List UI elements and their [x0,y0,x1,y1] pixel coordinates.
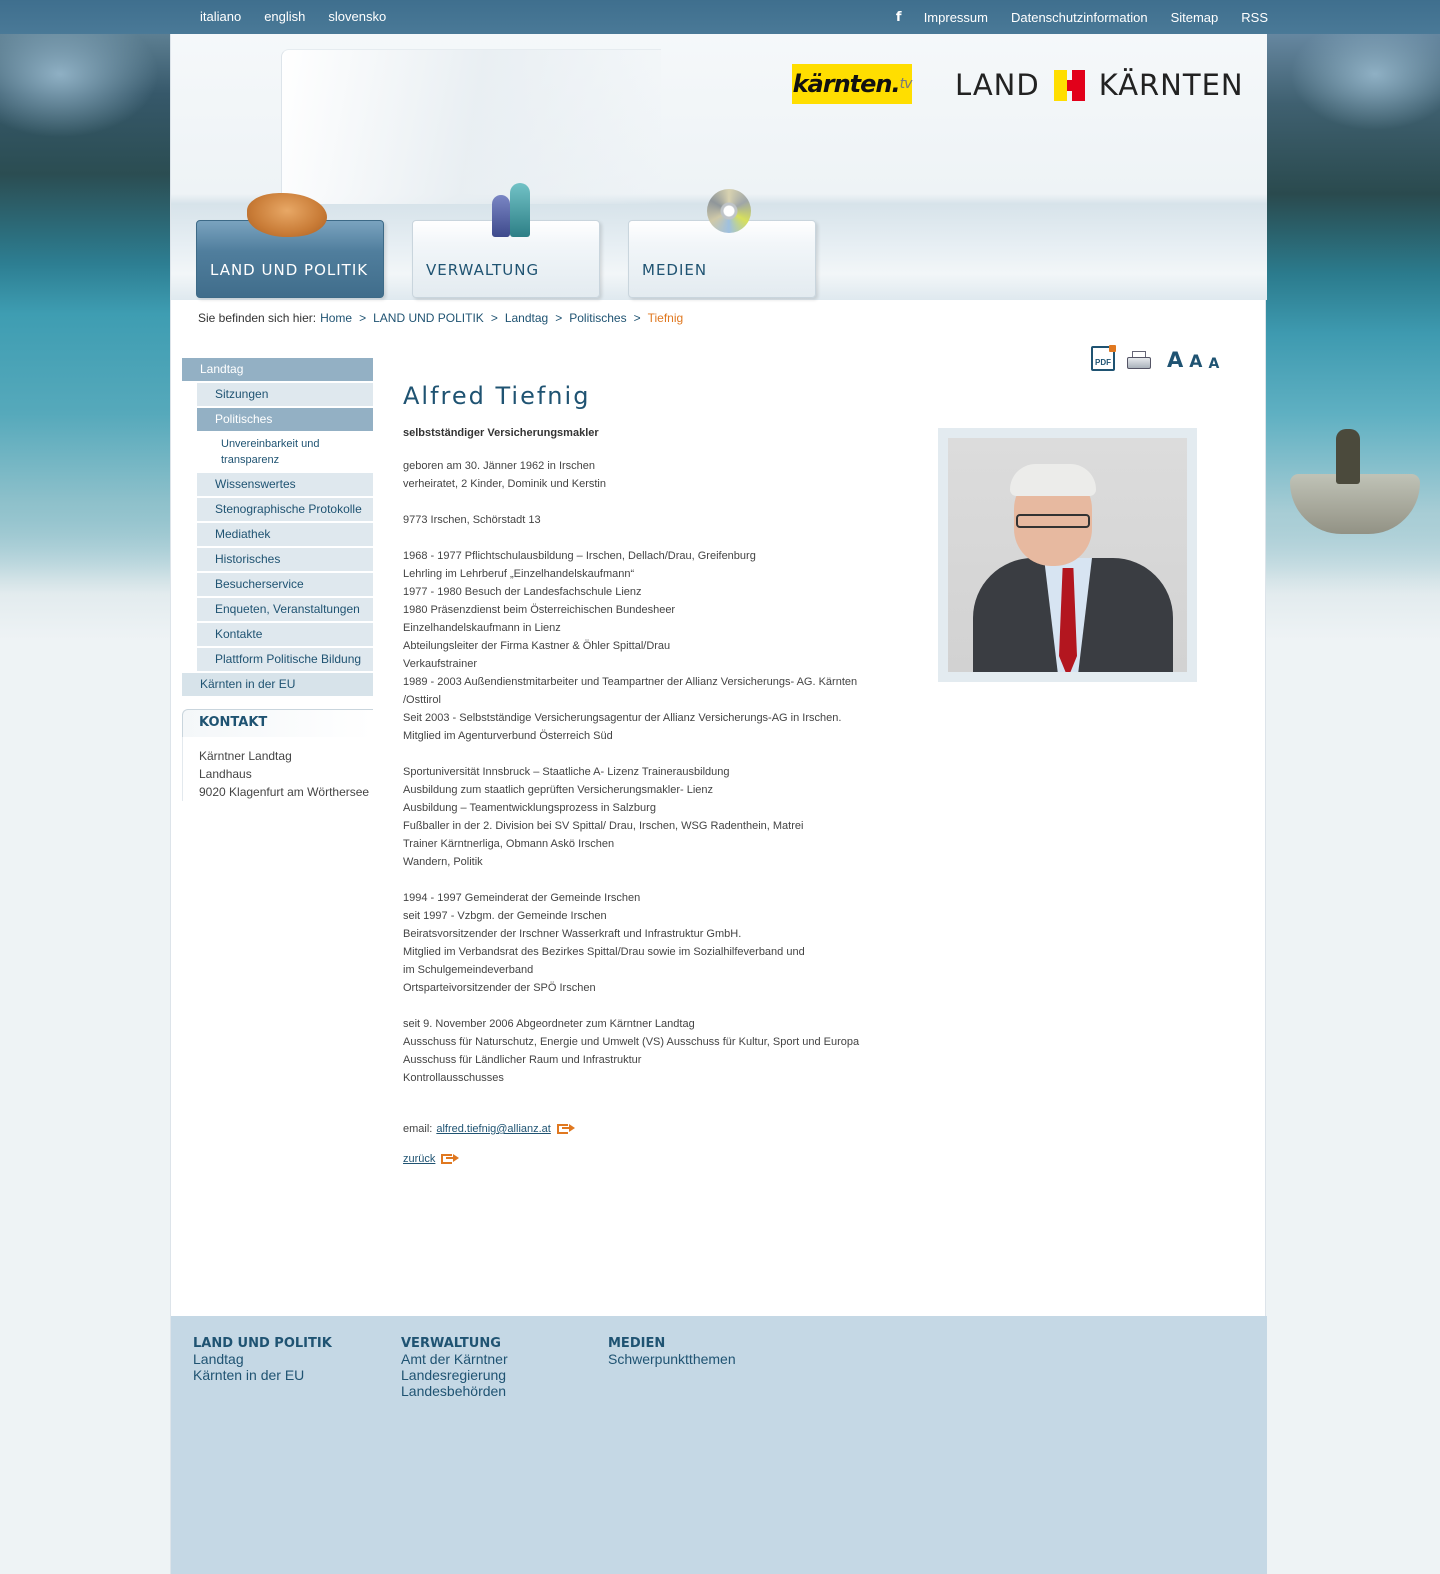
page-container [170,34,1266,1574]
footer-col-medien [608,1336,736,1367]
bio-line: Ausschuss für Naturschutz, Energie und Umwelt (VS) Ausschuss für Kultur, Sport und Europa [403,1036,860,1048]
pdf-icon[interactable]: PDF [1091,346,1115,371]
map-icon [247,193,327,237]
bio-line: Sportuniversität Innsbruck – Staatliche A- Lizenz Trainerausbildung [403,766,730,778]
bio-line: seit 9. November 2006 Abgeordneter zum Kärntner Landtag [403,1018,695,1030]
impressum-link[interactable]: Impressum [923,9,988,25]
sidebar-item-stenographische-protokolle[interactable]: Stenographische Protokolle [197,498,373,521]
kontakt-title: KONTAKT [182,709,373,737]
breadcrumb [198,311,683,325]
bio-line: Abteilungsleiter der Firma Kastner & Öhler Spittal/Drau [403,640,671,652]
bio-block [403,889,923,997]
lang-italiano[interactable]: italiano [200,9,242,24]
sidebar-item-landtag[interactable]: Landtag [182,358,373,381]
email-link[interactable]: alfred.tiefnig@allianz.at [436,1123,551,1135]
bio-line: Ausschuss für Ländlicher Raum und Infrastruktur [403,1054,642,1066]
kontakt-line: Kärntner Landtag [199,749,292,763]
sidebar-item-politisches[interactable]: Politisches [197,408,373,431]
background-lake-right [1265,34,1440,594]
sidebar-item-mediathek[interactable]: Mediathek [197,523,373,546]
sidebar-item-kaernten-eu[interactable]: Kärnten in der EU [182,673,373,696]
footer-heading[interactable]: LAND UND POLITIK [193,1336,332,1351]
page-tools [1091,346,1219,371]
bio-blocks [403,457,923,1087]
ktv-logo-suffix: tv [899,76,912,92]
kontakt-line: Landhaus [199,767,252,781]
sidebar-item-enqueten[interactable]: Enqueten, Veranstaltungen [197,598,373,621]
bio-line: 1994 - 1997 Gemeinderat der Gemeinde Irschen [403,892,641,904]
bio-line: Mitglied im Agenturverbund Österreich Süd [403,730,613,742]
font-size-medium-button[interactable]: A [1189,352,1203,372]
portrait-frame [938,428,1197,682]
top-bar [0,0,1440,34]
tab-label: LAND UND POLITIK [210,261,369,279]
breadcrumb-land-und-politik[interactable]: LAND UND POLITIK [373,311,484,325]
font-size-small-button[interactable]: A [1208,356,1220,372]
fisherman-image [1336,429,1360,484]
footer-link[interactable]: Kärnten in der EU [193,1367,305,1383]
bio-line: 1968 - 1977 Pflichtschulausbildung – Irschen, Dellach/Drau, Greifenburg [403,550,756,562]
rss-link[interactable]: RSS [1241,9,1268,25]
bio-line: Trainer Kärntnerliga, Obmann Askö Irschen [403,838,615,850]
bio-line: 1977 - 1980 Besuch der Landesfachschule Lienz [403,586,642,598]
footer-link[interactable]: Amt der Kärntner [401,1351,508,1367]
footer-col-land-und-politik [193,1336,332,1383]
sidebar-item-historisches[interactable]: Historisches [197,548,373,571]
tab-land-und-politik[interactable] [196,220,384,298]
sidebar-item-politische-bildung[interactable]: Plattform Politische Bildung [197,648,373,671]
footer-link[interactable]: Schwerpunktthemen [608,1351,736,1367]
sidebar-item-unvereinbarkeit[interactable]: Unvereinbarkeit und transparenz [221,438,320,466]
facebook-icon[interactable]: f [895,9,902,25]
sidebar-item-sitzungen[interactable]: Sitzungen [197,383,373,406]
bio-block [403,1015,923,1087]
bio-line: Verkaufstrainer [403,658,477,670]
external-link-icon [557,1123,575,1135]
bio-line: Beiratsvorsitzender der Irschner Wasserkraft und Infrastruktur GmbH. [403,928,742,940]
bio-line: Ausbildung zum staatlich geprüften Versicherungsmakler- Lienz [403,784,713,796]
email-line [403,1123,923,1135]
coat-of-arms-icon [1054,70,1085,101]
breadcrumb-separator: > [555,311,563,325]
bio-line: /Osttirol [403,694,441,706]
bio-line: Wandern, Politik [403,856,483,868]
breadcrumb-landtag[interactable]: Landtag [504,311,549,325]
bio-line: 1980 Präsenzdienst beim Österreichischen Bundesheer [403,604,676,616]
main-content [403,382,923,1165]
print-icon[interactable] [1127,351,1151,371]
land-kaernten-logo[interactable] [955,68,1244,102]
job-title: selbstständiger Versicherungsmakler [403,427,599,439]
header-swoosh [281,49,661,204]
kontakt-box [182,709,373,801]
people-icon [490,183,534,263]
font-size-large-button[interactable]: A [1167,348,1184,372]
cd-icon [707,189,751,233]
portrait-photo [948,438,1187,672]
bio-line: geboren am 30. Jänner 1962 in Irschen [403,460,596,472]
bio-block [403,763,923,871]
datenschutz-link[interactable]: Datenschutzinformation [1010,9,1148,25]
bio-line: Fußballer in der 2. Division bei SV Spittal/ Drau, Irschen, WSG Radenthein, Matrei [403,820,804,832]
page-title: Alfred Tiefnig [403,382,591,410]
bio-line: seit 1997 - Vzbgm. der Gemeinde Irschen [403,910,607,922]
bio-block [403,547,923,745]
bio-line: Mitglied im Verbandsrat des Bezirkes Spittal/Drau sowie im Sozialhilfeverband und [403,946,805,958]
breadcrumb-separator: > [633,311,641,325]
bio-line: im Schulgemeindeverband [403,964,534,976]
bio-line: Ortsparteivorsitzender der SPÖ Irschen [403,982,596,994]
tab-verwaltung[interactable] [412,220,600,298]
breadcrumb-prefix: Sie befinden sich hier: [198,311,317,325]
breadcrumb-separator: > [359,311,367,325]
ktv-logo-text: kärnten. [792,70,900,98]
sidebar-item-kontakte[interactable]: Kontakte [197,623,373,646]
bio-line: Seit 2003 - Selbstständige Versicherungsagentur der Allianz Versicherungs-AG in Irschen. [403,712,842,724]
tab-medien[interactable] [628,220,816,298]
bio-line: 9773 Irschen, Schörstadt 13 [403,514,541,526]
sidebar-item-wissenswertes[interactable]: Wissenswertes [197,473,373,496]
footer-col-verwaltung [401,1336,508,1399]
kontakt-line: 9020 Klagenfurt am Wörthersee [199,785,370,799]
footer-link[interactable]: Landtag [193,1351,244,1367]
bio-line: 1989 - 2003 Außendienstmitarbeiter und Teampartner der Allianz Versicherungs- AG. Kärnten [403,676,858,688]
footer-link[interactable]: Landesregierung [401,1367,507,1383]
bio-line: Lehrling im Lehrberuf „Einzelhandelskaufmann“ [403,568,635,580]
kontakt-address [182,737,373,801]
breadcrumb-separator: > [490,311,498,325]
background-lake-left [0,34,170,594]
bio-block [403,511,923,529]
footer-link[interactable]: Landesbehörden [401,1383,507,1399]
footer-heading[interactable]: MEDIEN [608,1336,666,1351]
breadcrumb-current: Tiefnig [647,311,684,325]
breadcrumb-home[interactable]: Home [320,311,353,325]
footer [171,1316,1267,1574]
bio-line: Ausbildung – Teamentwicklungsprozess in Salzburg [403,802,656,814]
header [171,34,1267,300]
lang-slovensko[interactable]: slovensko [328,9,387,24]
bio-line: Einzelhandelskaufmann in Lienz [403,622,561,634]
land-logo-right: KÄRNTEN [1098,68,1244,102]
sitemap-link[interactable]: Sitemap [1170,9,1219,25]
sidebar-item-besucherservice[interactable]: Besucherservice [197,573,373,596]
land-logo-left: LAND [955,68,1040,102]
kaernten-tv-logo[interactable] [792,64,912,104]
tab-label: VERWALTUNG [426,261,540,279]
breadcrumb-politisches[interactable]: Politisches [569,311,627,325]
bio-line: Kontrollausschusses [403,1072,504,1084]
meta-links [891,9,1268,25]
arrow-icon [441,1153,459,1165]
email-label: email: [403,1123,433,1135]
lang-english[interactable]: english [264,9,306,24]
bio-line: verheiratet, 2 Kinder, Dominik und Kerstin [403,478,606,490]
sidebar-nav [182,358,373,698]
back-link[interactable]: zurück [403,1153,436,1165]
tab-label: MEDIEN [642,261,708,279]
language-switcher [200,9,386,24]
footer-heading[interactable]: VERWALTUNG [401,1336,501,1351]
bio-block [403,457,923,493]
back-line [403,1153,923,1165]
